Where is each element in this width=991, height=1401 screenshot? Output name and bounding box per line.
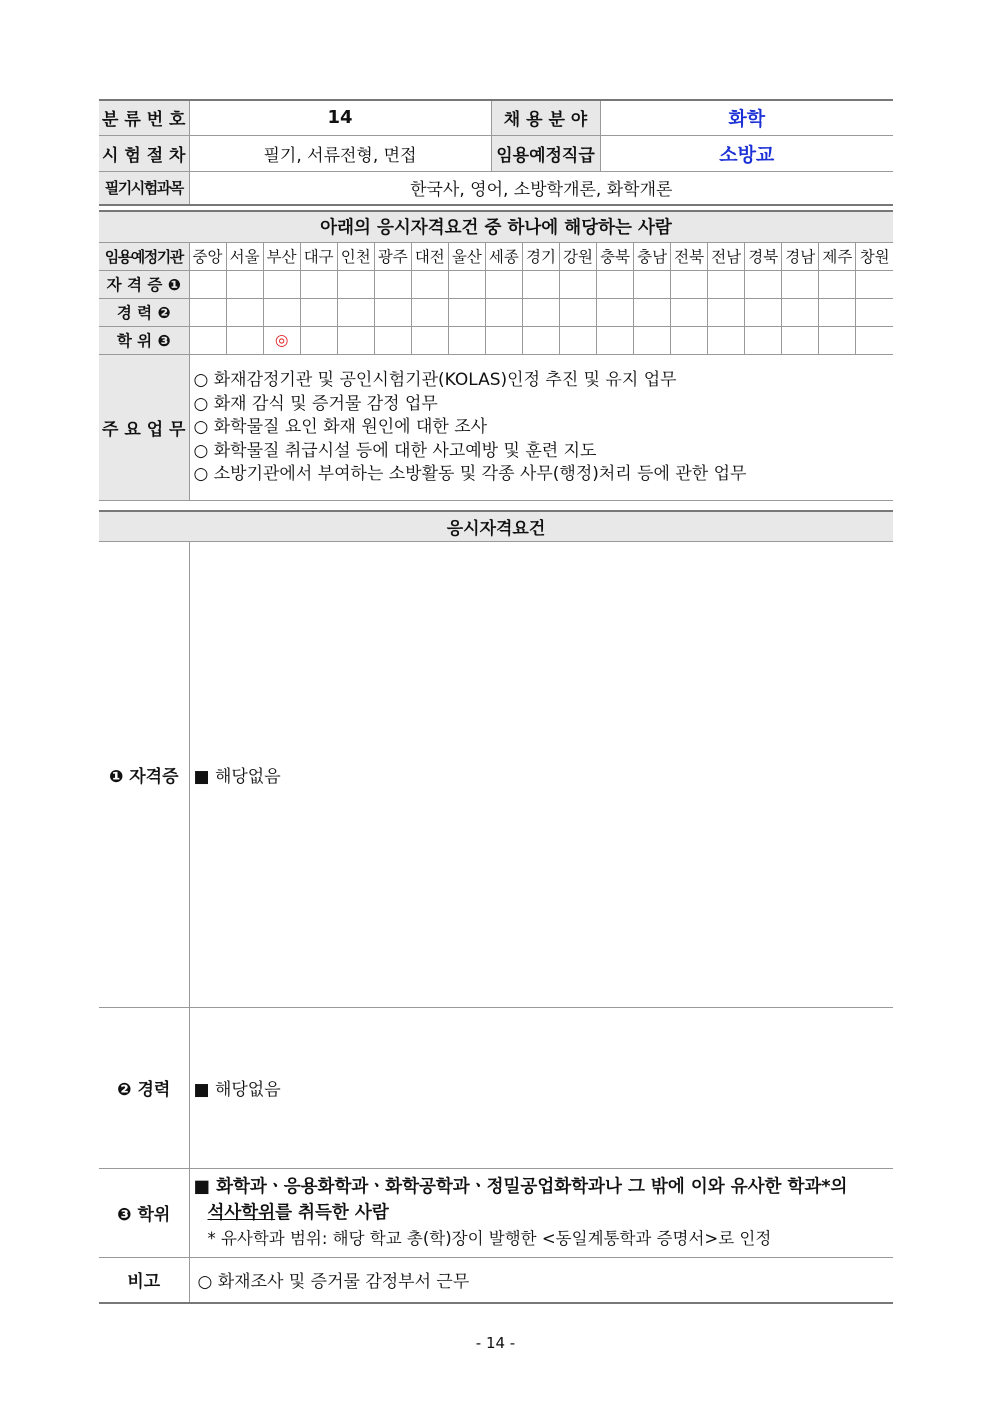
eligibility-mark xyxy=(522,298,559,326)
career-row-label: 경 력 ❷ xyxy=(99,298,189,326)
license-value: ■ 해당없음 xyxy=(189,541,893,1007)
eligibility-mark xyxy=(597,326,634,354)
eligibility-mark xyxy=(300,298,337,326)
duty-item: ○ 화재 감식 및 증거물 감정 업무 xyxy=(193,393,438,414)
degree-requirement-line2 xyxy=(194,1200,894,1226)
eligibility-mark xyxy=(263,270,300,298)
eligibility-mark xyxy=(597,298,634,326)
class-no-label: 분 류 번 호 xyxy=(99,100,189,135)
eligibility-mark xyxy=(411,270,448,298)
eligibility-mark xyxy=(856,298,893,326)
eligibility-mark xyxy=(856,326,893,354)
license-row xyxy=(99,270,893,298)
duties-label: 주 요 업 무 xyxy=(99,354,189,500)
eligibility-mark xyxy=(300,326,337,354)
eligibility-mark xyxy=(597,270,634,298)
eligibility-mark xyxy=(819,298,856,326)
eligibility-mark xyxy=(559,326,596,354)
eligibility-mark xyxy=(819,326,856,354)
requirements-table xyxy=(99,510,893,1304)
org-name: 경남 xyxy=(782,242,819,270)
eligibility-mark xyxy=(226,326,263,354)
degree-row-label: 학 위 ❸ xyxy=(99,326,189,354)
eligibility-mark xyxy=(559,298,596,326)
header-table xyxy=(99,99,893,206)
eligibility-mark xyxy=(634,270,671,298)
class-no: 14 xyxy=(189,100,491,135)
eligibility-mark xyxy=(263,298,300,326)
eligibility-mark xyxy=(337,298,374,326)
eligibility-mark xyxy=(708,270,745,298)
eligibility-mark xyxy=(337,270,374,298)
eligibility-mark: ◎ xyxy=(263,326,300,354)
org-name: 충남 xyxy=(634,242,671,270)
org-name: 창원 xyxy=(856,242,893,270)
eligibility-mark xyxy=(708,326,745,354)
eligibility-mark xyxy=(189,298,226,326)
eligibility-mark xyxy=(671,298,708,326)
eligibility-title: 아래의 응시자격요건 중 하나에 해당하는 사람 xyxy=(99,211,893,242)
duties-list xyxy=(189,354,893,500)
org-name: 인천 xyxy=(337,242,374,270)
org-label: 임용예정기관 xyxy=(99,242,189,270)
eligibility-mark xyxy=(782,270,819,298)
eligibility-mark xyxy=(337,326,374,354)
eligibility-table xyxy=(99,210,893,501)
org-name: 부산 xyxy=(263,242,300,270)
license-row-label: 자 격 증 ❶ xyxy=(99,270,189,298)
eligibility-mark xyxy=(226,298,263,326)
org-name: 세종 xyxy=(485,242,522,270)
eligibility-mark xyxy=(189,326,226,354)
eligibility-mark xyxy=(782,298,819,326)
eligibility-mark xyxy=(856,270,893,298)
eligibility-mark xyxy=(374,326,411,354)
eligibility-mark xyxy=(485,270,522,298)
org-name: 서울 xyxy=(226,242,263,270)
career-label: ❷ 경력 xyxy=(99,1007,189,1168)
degree-requirement-line1: ■ 화학과ㆍ응용화학과ㆍ화학공학과ㆍ정밀공업화학과나 그 밖에 이와 유사한 학과*의 xyxy=(193,1176,848,1197)
org-name: 경북 xyxy=(745,242,782,270)
eligibility-mark xyxy=(448,298,485,326)
org-name: 제주 xyxy=(819,242,856,270)
org-name: 전북 xyxy=(671,242,708,270)
eligibility-mark xyxy=(448,326,485,354)
org-name: 중앙 xyxy=(189,242,226,270)
org-name: 대전 xyxy=(411,242,448,270)
remark-label: 비고 xyxy=(99,1257,189,1303)
eligibility-mark xyxy=(522,270,559,298)
eligibility-mark xyxy=(708,298,745,326)
eligibility-mark xyxy=(634,298,671,326)
degree-row xyxy=(99,326,893,354)
requirements-title: 응시자격요건 xyxy=(99,511,893,541)
eligibility-mark xyxy=(745,326,782,354)
duty-item: ○ 소방기관에서 부여하는 소방활동 및 각종 사무(행정)처리 등에 관한 업무 xyxy=(193,464,747,485)
eligibility-mark xyxy=(522,326,559,354)
degree-value xyxy=(189,1168,893,1257)
eligibility-mark xyxy=(559,270,596,298)
eligibility-mark xyxy=(448,270,485,298)
page-number: - 14 - xyxy=(475,1334,516,1352)
org-name: 광주 xyxy=(374,242,411,270)
career-row xyxy=(99,298,893,326)
duty-item: ○ 화학물질 취급시설 등에 대한 사고예방 및 훈련 지도 xyxy=(193,440,597,461)
degree-type: 석사학위 xyxy=(207,1202,276,1223)
field-label: 채 용 분 야 xyxy=(491,100,600,135)
rank-value: 소방교 xyxy=(600,135,893,171)
procedure-value: 필기, 서류전형, 면접 xyxy=(189,135,491,171)
eligibility-mark xyxy=(226,270,263,298)
eligibility-mark xyxy=(411,326,448,354)
degree-note: * 유사학과 범위: 해당 학교 총(학)장이 발행한 <동일계통학과 증명서>로 인정 xyxy=(207,1228,772,1248)
field-value: 화학 xyxy=(600,100,893,135)
eligibility-mark xyxy=(374,298,411,326)
eligibility-mark xyxy=(634,326,671,354)
eligibility-mark xyxy=(745,298,782,326)
license-label: ❶ 자격증 xyxy=(99,541,189,1007)
eligibility-mark xyxy=(485,298,522,326)
degree-label: ❸ 학위 xyxy=(99,1168,189,1257)
eligibility-mark xyxy=(300,270,337,298)
career-value: ■ 해당없음 xyxy=(189,1007,893,1168)
procedure-label: 시 험 절 차 xyxy=(99,135,189,171)
org-name: 강원 xyxy=(559,242,596,270)
eligibility-mark xyxy=(745,270,782,298)
org-name: 대구 xyxy=(300,242,337,270)
eligibility-mark xyxy=(782,326,819,354)
org-name: 전남 xyxy=(708,242,745,270)
eligibility-mark xyxy=(485,326,522,354)
degree-requirement-rest: 를 취득한 사람 xyxy=(275,1202,389,1223)
org-header-row xyxy=(99,242,893,270)
duty-item: ○ 화학물질 요인 화재 원인에 대한 조사 xyxy=(193,417,488,438)
subjects-value: 한국사, 영어, 소방학개론, 화학개론 xyxy=(189,171,893,205)
rank-label: 임용예정직급 xyxy=(491,135,600,171)
subjects-label: 필기시험과목 xyxy=(99,171,189,205)
org-name: 경기 xyxy=(522,242,559,270)
eligibility-mark xyxy=(671,270,708,298)
remark-value: ○ 화재조사 및 증거물 감정부서 근무 xyxy=(189,1257,893,1303)
org-name: 울산 xyxy=(448,242,485,270)
eligibility-mark xyxy=(374,270,411,298)
eligibility-mark xyxy=(671,326,708,354)
eligibility-mark xyxy=(189,270,226,298)
eligibility-mark xyxy=(411,298,448,326)
duty-item: ○ 화재감정기관 및 공인시험기관(KOLAS)인정 추진 및 유지 업무 xyxy=(193,370,677,391)
eligibility-mark xyxy=(819,270,856,298)
org-name: 충북 xyxy=(597,242,634,270)
